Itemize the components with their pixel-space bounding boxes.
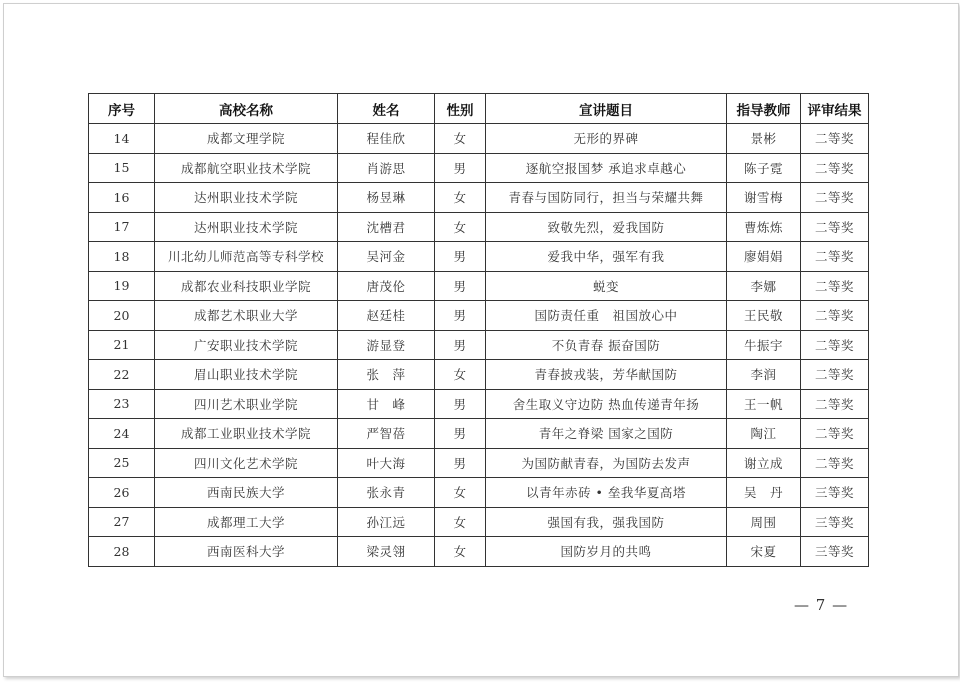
table-row xyxy=(89,507,869,537)
cell-school-name: 成都航空职业技术学院 xyxy=(155,153,338,183)
cell-result: 二等奖 xyxy=(801,183,869,213)
table-row xyxy=(89,301,869,331)
cell-advisor: 谢立成 xyxy=(727,448,801,478)
cell-gender: 男 xyxy=(435,389,486,419)
table-row xyxy=(89,330,869,360)
header-result: 评审结果 xyxy=(801,94,869,124)
cell-gender: 女 xyxy=(435,478,486,508)
cell-gender: 女 xyxy=(435,212,486,242)
cell-school-name: 眉山职业技术学院 xyxy=(155,360,338,390)
cell-gender: 男 xyxy=(435,330,486,360)
cell-gender: 女 xyxy=(435,124,486,154)
cell-result: 二等奖 xyxy=(801,360,869,390)
cell-speech-topic: 蜕变 xyxy=(486,271,727,301)
cell-advisor: 景彬 xyxy=(727,124,801,154)
cell-speech-topic: 以青年赤砖 • 垒我华夏高塔 xyxy=(486,478,727,508)
cell-student-name: 程佳欣 xyxy=(338,124,435,154)
cell-student-name: 孙江远 xyxy=(338,507,435,537)
cell-speech-topic: 爱我中华，强军有我 xyxy=(486,242,727,272)
cell-serial-number: 17 xyxy=(89,212,155,242)
header-serial-number: 序号 xyxy=(89,94,155,124)
cell-school-name: 四川文化艺术学院 xyxy=(155,448,338,478)
cell-serial-number: 18 xyxy=(89,242,155,272)
cell-gender: 男 xyxy=(435,153,486,183)
cell-serial-number: 25 xyxy=(89,448,155,478)
cell-serial-number: 22 xyxy=(89,360,155,390)
table-row xyxy=(89,212,869,242)
table-header-row xyxy=(89,94,869,124)
cell-serial-number: 15 xyxy=(89,153,155,183)
cell-student-name: 游显登 xyxy=(338,330,435,360)
cell-school-name: 成都理工大学 xyxy=(155,507,338,537)
table-row xyxy=(89,360,869,390)
cell-gender: 男 xyxy=(435,419,486,449)
cell-serial-number: 21 xyxy=(89,330,155,360)
table-row xyxy=(89,537,869,567)
cell-student-name: 严智蓓 xyxy=(338,419,435,449)
table-row xyxy=(89,124,869,154)
cell-speech-topic: 逐航空报国梦 承追求卓越心 xyxy=(486,153,727,183)
table-row xyxy=(89,448,869,478)
cell-serial-number: 16 xyxy=(89,183,155,213)
cell-student-name: 赵廷桂 xyxy=(338,301,435,331)
table-row xyxy=(89,153,869,183)
cell-school-name: 西南民族大学 xyxy=(155,478,338,508)
table-row xyxy=(89,271,869,301)
header-school-name: 高校名称 xyxy=(155,94,338,124)
cell-result: 二等奖 xyxy=(801,330,869,360)
cell-speech-topic: 舍生取义守边防 热血传递青年扬 xyxy=(486,389,727,419)
cell-result: 二等奖 xyxy=(801,448,869,478)
table-row xyxy=(89,183,869,213)
cell-student-name: 梁灵翎 xyxy=(338,537,435,567)
cell-result: 三等奖 xyxy=(801,507,869,537)
cell-school-name: 西南医科大学 xyxy=(155,537,338,567)
cell-student-name: 张 萍 xyxy=(338,360,435,390)
cell-gender: 男 xyxy=(435,271,486,301)
cell-speech-topic: 无形的界碑 xyxy=(486,124,727,154)
cell-speech-topic: 为国防献青春，为国防去发声 xyxy=(486,448,727,478)
cell-result: 三等奖 xyxy=(801,537,869,567)
cell-advisor: 李娜 xyxy=(727,271,801,301)
cell-school-name: 广安职业技术学院 xyxy=(155,330,338,360)
cell-speech-topic: 强国有我，强我国防 xyxy=(486,507,727,537)
cell-student-name: 吴河金 xyxy=(338,242,435,272)
cell-gender: 男 xyxy=(435,242,486,272)
cell-school-name: 成都文理学院 xyxy=(155,124,338,154)
header-student-name: 姓名 xyxy=(338,94,435,124)
cell-advisor: 宋夏 xyxy=(727,537,801,567)
table-row xyxy=(89,242,869,272)
cell-advisor: 周围 xyxy=(727,507,801,537)
cell-speech-topic: 国防岁月的共鸣 xyxy=(486,537,727,567)
cell-school-name: 川北幼儿师范高等专科学校 xyxy=(155,242,338,272)
cell-speech-topic: 青年之脊梁 国家之国防 xyxy=(486,419,727,449)
cell-advisor: 曹炼炼 xyxy=(727,212,801,242)
cell-advisor: 廖娟娟 xyxy=(727,242,801,272)
cell-school-name: 达州职业技术学院 xyxy=(155,212,338,242)
cell-result: 二等奖 xyxy=(801,271,869,301)
cell-result: 二等奖 xyxy=(801,301,869,331)
cell-school-name: 成都艺术职业大学 xyxy=(155,301,338,331)
header-gender: 性别 xyxy=(435,94,486,124)
document-page xyxy=(3,3,959,677)
cell-result: 二等奖 xyxy=(801,153,869,183)
cell-speech-topic: 致敬先烈，爱我国防 xyxy=(486,212,727,242)
cell-student-name: 唐茂伦 xyxy=(338,271,435,301)
cell-speech-topic: 不负青春 振奋国防 xyxy=(486,330,727,360)
cell-serial-number: 26 xyxy=(89,478,155,508)
cell-serial-number: 24 xyxy=(89,419,155,449)
cell-result: 二等奖 xyxy=(801,389,869,419)
cell-gender: 女 xyxy=(435,183,486,213)
cell-school-name: 达州职业技术学院 xyxy=(155,183,338,213)
cell-serial-number: 23 xyxy=(89,389,155,419)
cell-result: 二等奖 xyxy=(801,124,869,154)
award-results-table xyxy=(88,93,869,567)
cell-advisor: 李润 xyxy=(727,360,801,390)
cell-serial-number: 19 xyxy=(89,271,155,301)
table-body xyxy=(89,124,869,567)
cell-advisor: 王民敬 xyxy=(727,301,801,331)
cell-student-name: 杨昱琳 xyxy=(338,183,435,213)
cell-gender: 女 xyxy=(435,537,486,567)
cell-school-name: 成都工业职业技术学院 xyxy=(155,419,338,449)
cell-gender: 女 xyxy=(435,360,486,390)
cell-result: 二等奖 xyxy=(801,242,869,272)
cell-advisor: 谢雪梅 xyxy=(727,183,801,213)
cell-speech-topic: 国防责任重 祖国放心中 xyxy=(486,301,727,331)
cell-serial-number: 27 xyxy=(89,507,155,537)
page-number: — 7 — xyxy=(794,596,849,614)
table-row xyxy=(89,478,869,508)
cell-gender: 女 xyxy=(435,507,486,537)
cell-serial-number: 14 xyxy=(89,124,155,154)
cell-student-name: 张永青 xyxy=(338,478,435,508)
table-row xyxy=(89,419,869,449)
cell-speech-topic: 青春与国防同行，担当与荣耀共舞 xyxy=(486,183,727,213)
cell-advisor: 牛振宇 xyxy=(727,330,801,360)
cell-advisor: 吴 丹 xyxy=(727,478,801,508)
cell-advisor: 陈子霓 xyxy=(727,153,801,183)
cell-student-name: 甘 峰 xyxy=(338,389,435,419)
cell-student-name: 叶大海 xyxy=(338,448,435,478)
cell-advisor: 王一帆 xyxy=(727,389,801,419)
header-advisor: 指导教师 xyxy=(727,94,801,124)
cell-result: 二等奖 xyxy=(801,212,869,242)
header-speech-topic: 宣讲题目 xyxy=(486,94,727,124)
cell-gender: 男 xyxy=(435,448,486,478)
cell-advisor: 陶江 xyxy=(727,419,801,449)
cell-school-name: 成都农业科技职业学院 xyxy=(155,271,338,301)
cell-speech-topic: 青春披戎装，芳华献国防 xyxy=(486,360,727,390)
cell-serial-number: 20 xyxy=(89,301,155,331)
cell-school-name: 四川艺术职业学院 xyxy=(155,389,338,419)
cell-result: 三等奖 xyxy=(801,478,869,508)
cell-student-name: 沈槽君 xyxy=(338,212,435,242)
table-row xyxy=(89,389,869,419)
cell-student-name: 肖游思 xyxy=(338,153,435,183)
cell-result: 二等奖 xyxy=(801,419,869,449)
cell-serial-number: 28 xyxy=(89,537,155,567)
cell-gender: 男 xyxy=(435,301,486,331)
